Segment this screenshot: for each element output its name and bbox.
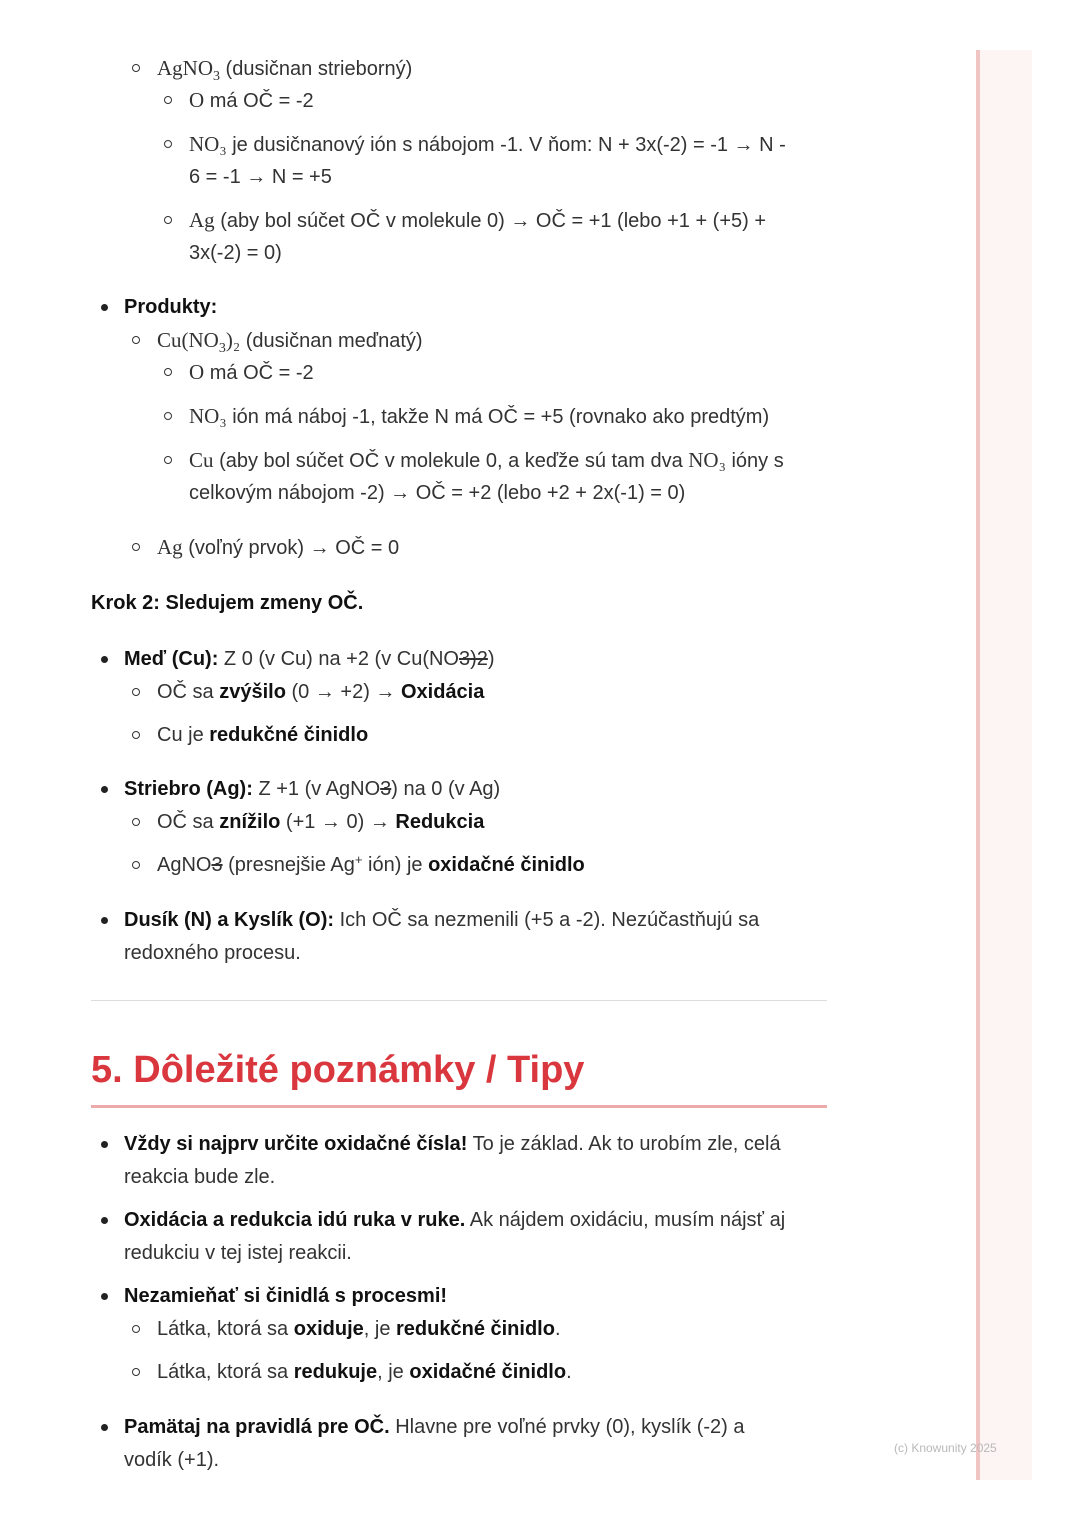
bold-text: Oxidácia	[400, 681, 485, 703]
text: Z +1 (v AgNO	[252, 778, 381, 800]
text: AgNO	[157, 854, 212, 876]
formula: )₂	[225, 328, 241, 352]
element: O	[189, 88, 205, 112]
step2-no-line-2: redoxného procesu.	[124, 942, 301, 964]
cuno3-cu-line-2: celkovým nábojom -2) → OČ = +2 (lebo +2 + 2x(-1) = 0)	[189, 482, 686, 504]
ag-free-element-line	[157, 534, 399, 560]
step2-silver-reduction	[157, 809, 484, 835]
subscript: 3	[213, 69, 220, 84]
bullet-dot	[101, 786, 108, 793]
tip2-line-1	[124, 1207, 785, 1233]
struck-text: 3	[380, 778, 392, 800]
label: Striebro (Ag):	[124, 778, 253, 800]
label: Meď (Cu):	[124, 648, 219, 670]
text: Hlavne pre voľné prvky (0), kyslík (-2) a	[389, 1416, 745, 1438]
step2-copper-agent	[157, 722, 368, 748]
text: (dusičnan meďnatý)	[240, 330, 423, 352]
struck-text: 3	[211, 854, 223, 876]
section5-heading: 5. Dôležité poznámky / Tipy	[91, 1049, 585, 1091]
step2-silver-agent	[157, 852, 585, 878]
element: O	[189, 360, 205, 384]
tip1-line-2: reakcia bude zle.	[124, 1166, 276, 1188]
tip1-line-1	[124, 1131, 781, 1157]
margin-strip	[976, 50, 1032, 1480]
agno3-ag-line-2: 3x(-2) = 0)	[189, 242, 282, 264]
text: má OČ = -2	[204, 362, 314, 384]
text: ) na 0 (v Ag)	[391, 778, 501, 800]
subscript: 3	[218, 341, 226, 356]
bullet-ring	[132, 861, 140, 869]
bullet-dot	[101, 304, 108, 311]
text: )	[487, 648, 495, 670]
formula: Cu(NO	[157, 328, 219, 352]
text: .	[566, 1361, 572, 1383]
text: .	[554, 1318, 561, 1340]
text: OČ sa	[157, 681, 220, 703]
bold-text: oxiduje	[293, 1318, 364, 1340]
text: To je základ. Ak to urobím zle, celá	[467, 1133, 781, 1155]
bold-text: Redukcia	[395, 811, 485, 833]
agno3-no3-line-2: 6 = -1 → N = +5	[189, 166, 332, 188]
step2-no-line-1	[124, 907, 759, 933]
cuno3-no3-line	[189, 403, 769, 429]
formula: NO₃	[189, 404, 227, 428]
agno3-no3-line-1	[189, 131, 786, 157]
text: ión) je	[362, 854, 429, 876]
tip4-line-2: vodík (+1).	[124, 1449, 220, 1471]
text: Látka, ktorá sa	[157, 1361, 294, 1383]
label: Dusík (N) a Kyslík (O):	[124, 909, 335, 931]
text: je dusičnanový ión s nábojom -1. V ňom: N + 3x(-2) = -1 → N -	[226, 134, 786, 156]
text: ióny s	[725, 450, 784, 472]
bullet-ring	[164, 368, 172, 376]
bold-text: oxidačné činidlo	[428, 854, 585, 876]
text: ión má náboj -1, takže N má OČ = +5 (rovnako ako predtým)	[226, 406, 770, 428]
tip3-line: Nezamieňať si činidlá s procesmi!	[124, 1285, 448, 1307]
bold-text: redukuje	[293, 1361, 378, 1383]
element: Ag	[189, 208, 215, 232]
bold-text: Oxidácia a redukcia idú ruka v ruke.	[124, 1209, 466, 1231]
bullet-ring	[132, 336, 140, 344]
text: , je	[363, 1318, 397, 1340]
cuno3-cu-line-1	[189, 447, 784, 473]
bullet-ring	[132, 818, 140, 826]
text: Ich OČ sa nezmenili (+5 a -2). Nezúčastňujú sa	[334, 909, 760, 931]
formula: AgNO	[157, 56, 213, 80]
bold-text: oxidačné činidlo	[409, 1361, 567, 1383]
element: Cu	[189, 448, 214, 472]
heading-rule	[91, 1105, 827, 1108]
superscript: +	[354, 852, 363, 867]
tip2-line-2: redukciu v tej istej reakcii.	[124, 1242, 352, 1264]
step2-copper-line	[124, 646, 495, 672]
products-label: Produkty:	[124, 296, 218, 318]
bullet-ring	[164, 216, 172, 224]
bold-text: znížilo	[219, 811, 281, 833]
tip4-line-1	[124, 1414, 744, 1440]
tip3-sub2	[157, 1359, 572, 1385]
agno3-heading	[157, 55, 413, 84]
bullet-ring	[132, 688, 140, 696]
bold-text: redukčné činidlo	[209, 724, 369, 746]
text: má OČ = -2	[204, 90, 314, 112]
margin-line	[976, 50, 980, 1480]
step2-copper-oxidation	[157, 679, 484, 705]
agno3-oxygen-line	[189, 87, 314, 113]
text: (dusičnan strieborný)	[220, 58, 413, 80]
bullet-ring	[132, 64, 140, 72]
bullet-ring	[164, 412, 172, 420]
element: Ag	[157, 535, 183, 559]
bullet-ring	[164, 456, 172, 464]
bullet-ring	[132, 1325, 140, 1333]
bullet-ring	[164, 140, 172, 148]
formula: NO₃	[688, 448, 726, 472]
bold-text: Pamätaj na pravidlá pre OČ.	[124, 1416, 390, 1438]
text: Z 0 (v Cu) na +2 (v Cu(NO	[218, 648, 459, 670]
cuno3-oxygen-line	[189, 359, 314, 385]
step2-title: Krok 2: Sledujem zmeny OČ.	[91, 592, 364, 614]
text: OČ sa	[157, 811, 220, 833]
bullet-dot	[101, 1424, 108, 1431]
text: (+1 → 0) →	[280, 811, 396, 833]
text: (aby bol súčet OČ v molekule 0) → OČ = +1 (lebo +1 + (+5) +	[214, 210, 767, 232]
section-divider	[91, 1000, 827, 1001]
bullet-ring	[132, 543, 140, 551]
text: Ak nájdem oxidáciu, musím nájsť aj	[465, 1209, 786, 1231]
text: (presnejšie Ag	[222, 854, 355, 876]
text: Cu je	[157, 724, 210, 746]
text: (voľný prvok) → OČ = 0	[182, 537, 400, 559]
bullet-ring	[132, 1368, 140, 1376]
bullet-ring	[164, 96, 172, 104]
text: , je	[377, 1361, 410, 1383]
watermark: (c) Knowunity 2025	[894, 1441, 997, 1455]
bullet-dot	[101, 1293, 108, 1300]
bullet-dot	[101, 1217, 108, 1224]
text: Látka, ktorá sa	[157, 1318, 294, 1340]
struck-text: 3)2	[458, 648, 488, 670]
bold-text: redukčné činidlo	[396, 1318, 555, 1340]
bullet-dot	[101, 1141, 108, 1148]
bold-text: Vždy si najprv určite oxidačné čísla!	[124, 1133, 468, 1155]
cuno3-heading	[157, 327, 423, 356]
formula: NO₃	[189, 132, 227, 156]
tip3-sub1	[157, 1316, 561, 1342]
bullet-dot	[101, 656, 108, 663]
agno3-ag-line-1	[189, 207, 766, 233]
step2-silver-line	[124, 776, 500, 802]
bold-text: zvýšilo	[219, 681, 286, 703]
bullet-dot	[101, 917, 108, 924]
text: (0 → +2) →	[285, 681, 401, 703]
text: (aby bol súčet OČ v molekule 0, a keďže sú tam dva	[213, 450, 689, 472]
bullet-ring	[132, 731, 140, 739]
